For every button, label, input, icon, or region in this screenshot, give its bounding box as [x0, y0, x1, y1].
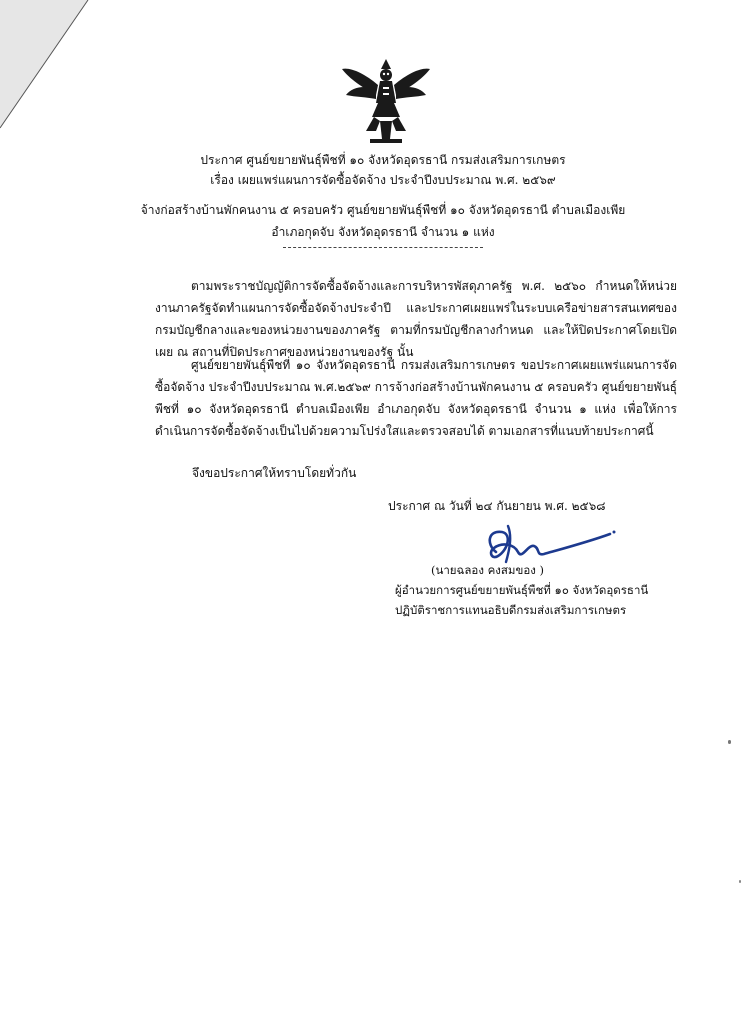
body-paragraph-2: ศูนย์ขยายพันธุ์พืชที่ ๑๐ จังหวัดอุดรธานี กรมส่งเสริมการเกษตร ขอประกาศเผยแพร่แผนการจัดซื้อจัดจ้าง ประจำปีงบประมาณ พ.ศ.๒๕๖๙ การจ้างก่อสร้างบ้านพักคนงาน ๕ ครอบครัว ศูนย์ขยายพันธุ์พืชที่ ๑๐ จังหวัดอุดรธานี ตำบลเมืองเพีย อำเภอกุดจับ จังหวัดอุดรธานี จำนวน ๑ แห่ง เพื่อให้การดำเนินการจัดซื้อจัดจ้างเป็นไปด้วยความโปร่งใสและตรวจสอบได้ ตามเอกสารที่แนบท้ายประกาศนี้ — [155, 358, 677, 438]
signatory-position-2: ปฏิบัติราชการแทนอธิบดีกรมส่งเสริมการเกษตร — [395, 603, 627, 617]
header-line-3: จ้างก่อสร้างบ้านพักคนงาน ๕ ครอบครัว ศูนย์ขยายพันธุ์พืชที่ ๑๐ จังหวัดอุดรธานี ตำบลเมืองเพีย — [140, 203, 626, 217]
signatory-name: (นายฉลอง คงสมของ ) — [431, 563, 545, 577]
scan-corner-shadow — [0, 0, 90, 130]
scan-speck — [739, 880, 741, 883]
garuda-emblem — [340, 55, 432, 147]
signature-block — [395, 560, 655, 620]
announcement-date: ประกาศ ณ วันที่ ๒๔ กันยายน พ.ศ. ๒๕๖๘ — [388, 499, 606, 513]
header-line-4: อำเภอกุดจับ จังหวัดอุดรธานี จำนวน ๑ แห่ง — [271, 225, 495, 239]
signatory-position-1: ผู้อำนวยการศูนย์ขยายพันธุ์พืชที่ ๑๐ จังหวัดอุดรธานี — [395, 583, 649, 597]
body-paragraph-1: ตามพระราชบัญญัติการจัดซื้อจัดจ้างและการบริหารพัสดุภาครัฐ พ.ศ. ๒๕๖๐ กำหนดให้หน่วยงานภาครัฐจัดทำแผนการจัดซื้อจัดจ้างประจำปี และประกาศเผยแพร่ในระบบเครือข่ายสารสนเทศของกรมบัญชีกลางและของหน่วยงานของภาครัฐ ตามที่กรมบัญชีกลางกำหนด และให้ปิดประกาศโดยเปิดเผย ณ สถานที่ปิดประกาศของหน่วยงานของรัฐ นั้น — [155, 279, 677, 359]
header-line-1: ประกาศ ศูนย์ขยายพันธุ์พืชที่ ๑๐ จังหวัดอุดรธานี กรมส่งเสริมการเกษตร — [200, 153, 566, 167]
scan-speck — [728, 740, 731, 744]
header-subject-line: เรื่อง เผยแพร่แผนการจัดซื้อจัดจ้าง ประจำปีงบประมาณ พ.ศ. ๒๕๖๙ — [210, 173, 556, 187]
body-paragraph-3: จึงขอประกาศให้ทราบโดยทั่วกัน — [192, 466, 357, 480]
header-separator — [283, 247, 483, 248]
